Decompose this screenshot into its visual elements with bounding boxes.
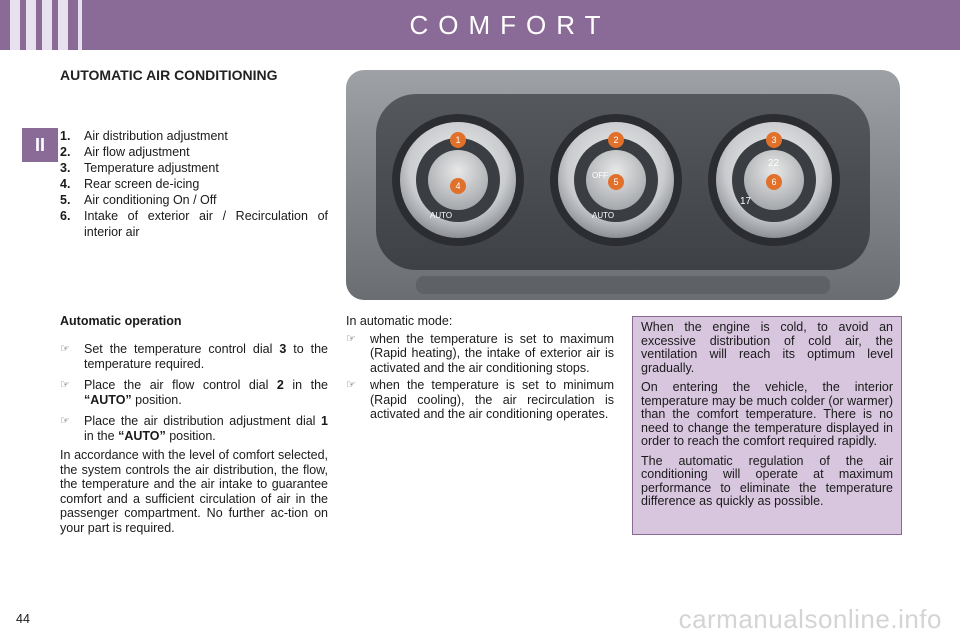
list-item: ☞ when the temperature is set to maximum (Rapid heating), the intake of exterior air is activated and the air conditioning stops. <box>346 331 614 375</box>
dials-illustration <box>346 70 900 300</box>
section-title: AUTOMATIC AIR CONDITIONING <box>60 67 278 83</box>
comfort-paragraph: In accordance with the level of comfort selected, the system controls the air distribution, the flow, the temperature and the air intake to guarantee comfort and a sufficient circulation of air in the passenger compartment. No further ac-tion on your part is required. <box>60 448 328 535</box>
list-item: ☞ Set the temperature control dial 3 to the temperature required. <box>60 342 329 371</box>
marker-label: 5 <box>613 177 619 187</box>
legend-item: 2. Air flow adjustment <box>60 145 190 159</box>
automatic-mode-section <box>346 314 614 425</box>
page-number: 44 <box>16 612 30 626</box>
pointer-icon: ☞ <box>346 379 356 391</box>
dial-auto-label: AUTO <box>430 211 453 220</box>
automatic-mode-intro: In automatic mode: <box>346 314 453 328</box>
pointer-icon: ☞ <box>60 379 70 391</box>
dial-off-label: OFF <box>592 171 608 180</box>
info-note-box <box>632 316 902 535</box>
control-legend <box>60 128 328 240</box>
header-title: COMFORT <box>409 10 611 40</box>
marker-label: 3 <box>771 135 777 145</box>
chapter-tab: II <box>22 128 58 162</box>
list-item: ☞ Place the air flow control dial 2 in the “AUTO” position. <box>60 378 328 407</box>
pointer-icon: ☞ <box>60 415 70 427</box>
climate-control-photo <box>346 70 900 300</box>
pointer-icon: ☞ <box>346 332 356 345</box>
automatic-operation-steps <box>60 342 328 450</box>
legend-item: 3. Temperature adjustment <box>60 161 219 175</box>
marker-label: 2 <box>613 135 619 145</box>
marker-label: 1 <box>455 135 461 145</box>
page-header <box>0 0 960 50</box>
temp-low-label: 17 <box>740 196 752 207</box>
marker-label: 6 <box>771 177 777 187</box>
list-item: ☞ when the temperature is set to minimum (Rapid cooling), the air recirculation is activated and the air conditioning operates. <box>346 378 614 421</box>
dial-auto-label: AUTO <box>592 211 615 220</box>
watermark: carmanualsonline.info <box>678 604 942 634</box>
note-paragraph: The automatic regulation of the air conditioning will operate at maximum performance to eliminate the temperature difference as quickly as possible. <box>641 453 893 508</box>
automatic-operation-heading: Automatic operation <box>60 314 182 328</box>
legend-item: 4. Rear screen de-icing <box>60 177 200 191</box>
note-paragraph: When the engine is cold, to avoid an excessive distribution of cold air, the ventilation will reach its optimum level gradually. <box>641 320 893 375</box>
list-item: ☞ Place the air distribution adjustment dial 1 in the “AUTO” position. <box>60 414 328 443</box>
pointer-icon: ☞ <box>60 343 70 355</box>
temp-high-label: 22 <box>768 158 780 169</box>
marker-label: 4 <box>455 181 461 191</box>
legend-item: 5. Air conditioning On / Off <box>60 193 217 207</box>
legend-item: 1. Air distribution adjustment <box>60 129 228 143</box>
note-paragraph: On entering the vehicle, the interior temperature may be much colder (or warmer) than the comfort temperature. There is no need to change the temperature displayed in order to reach the comfort required rapidly. <box>641 380 893 448</box>
legend-item: 6. Intake of exterior air / Recirculation of interior air <box>60 209 328 239</box>
